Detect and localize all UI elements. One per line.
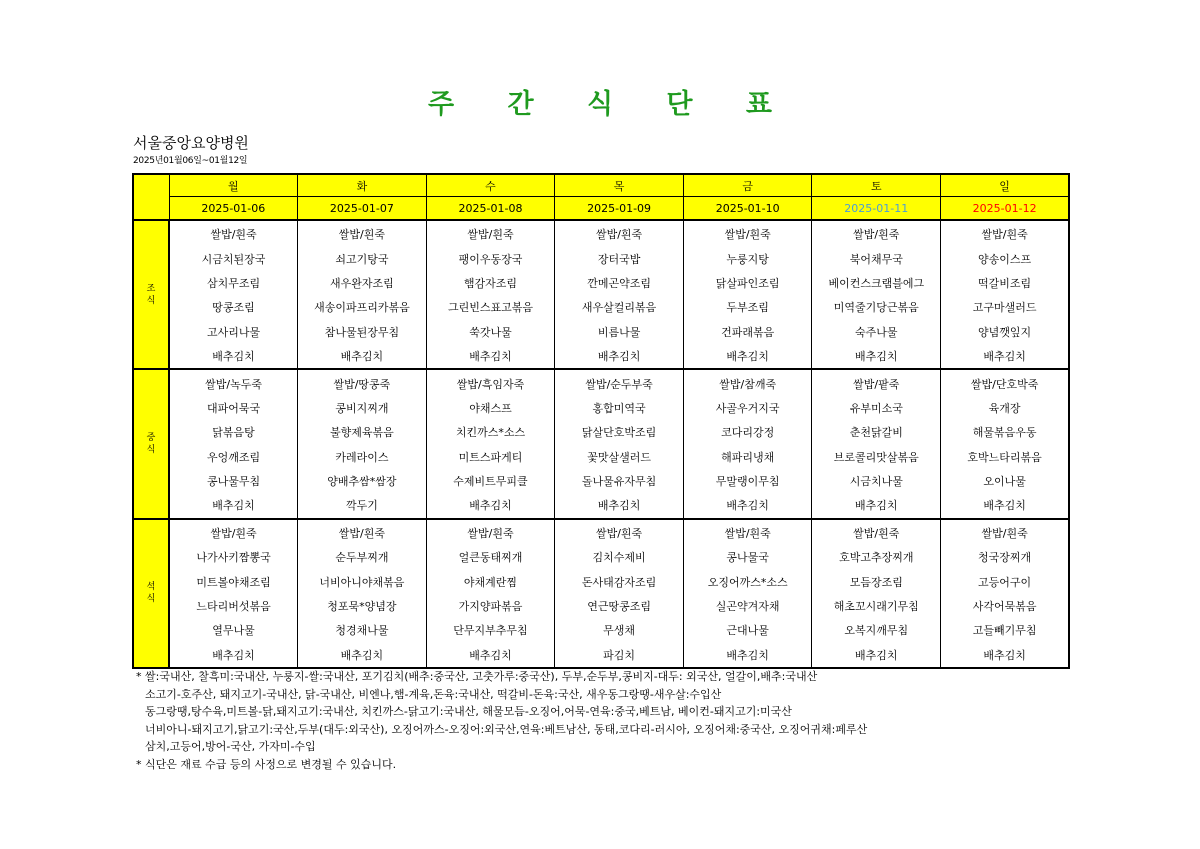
menu-item: 배추김치 xyxy=(298,344,427,369)
menu-item: 야채계란찜 xyxy=(426,569,555,593)
menu-item: 배추김치 xyxy=(298,643,427,668)
menu-item: 삼치무조림 xyxy=(169,271,298,295)
menu-item: 청경채나물 xyxy=(298,618,427,642)
menu-row xyxy=(133,569,1069,593)
menu-item: 배추김치 xyxy=(683,493,812,518)
menu-item: 춘천닭갈비 xyxy=(812,420,941,444)
date-wed: 2025-01-08 xyxy=(426,197,555,221)
menu-item: 쌀밥/흰죽 xyxy=(169,220,298,246)
menu-item: 육개장 xyxy=(941,396,1070,420)
menu-item: 호박느타리볶음 xyxy=(941,445,1070,469)
meal-label-char: 조 xyxy=(146,283,156,294)
menu-row xyxy=(133,493,1069,518)
menu-item: 숙주나물 xyxy=(812,320,941,344)
menu-item: 느타리버섯볶음 xyxy=(169,594,298,618)
menu-item: 돌나물유자무침 xyxy=(555,469,684,493)
menu-item: 닭볶음탕 xyxy=(169,420,298,444)
menu-item: 콩나물무침 xyxy=(169,469,298,493)
menu-item: 쌀밥/순두부죽 xyxy=(555,369,684,395)
menu-item: 김치수제비 xyxy=(555,545,684,569)
menu-item: 대파어묵국 xyxy=(169,396,298,420)
menu-item: 새우완자조림 xyxy=(298,271,427,295)
menu-item: 깐메곤약조림 xyxy=(555,271,684,295)
lunch-label xyxy=(133,369,169,518)
menu-item: 카레라이스 xyxy=(298,445,427,469)
menu-item: 쌀밥/흰죽 xyxy=(169,519,298,545)
menu-item: 배추김치 xyxy=(941,493,1070,518)
menu-item: 쌀밥/흰죽 xyxy=(683,220,812,246)
header-corner xyxy=(133,174,169,220)
menu-item: 배추김치 xyxy=(812,344,941,369)
date-header-row xyxy=(133,197,1069,221)
date-mon: 2025-01-06 xyxy=(169,197,298,221)
menu-item: 쑥갓나물 xyxy=(426,320,555,344)
menu-item: 청포묵*양념장 xyxy=(298,594,427,618)
menu-item: 얼큰동태찌개 xyxy=(426,545,555,569)
date-sun: 2025-01-12 xyxy=(941,197,1070,221)
menu-row xyxy=(133,320,1069,344)
menu-item: 닭살단호박조림 xyxy=(555,420,684,444)
day-tue: 화 xyxy=(298,174,427,197)
menu-item: 쌀밥/흰죽 xyxy=(426,519,555,545)
menu-item: 연근땅콩조림 xyxy=(555,594,684,618)
menu-item: 떡갈비조림 xyxy=(941,271,1070,295)
menu-row xyxy=(133,220,1069,246)
menu-item: 쌀밥/흰죽 xyxy=(555,220,684,246)
date-thu: 2025-01-09 xyxy=(555,197,684,221)
menu-item: 쌀밥/참깨죽 xyxy=(683,369,812,395)
change-notice: * 식단은 재료 수급 등의 사정으로 변경될 수 있습니다. xyxy=(136,757,397,771)
meal-label-char: 석 xyxy=(146,582,156,593)
meal-label-char: 중 xyxy=(146,433,156,444)
menu-item: 오복지깨무침 xyxy=(812,618,941,642)
menu-item: 두부조림 xyxy=(683,295,812,319)
menu-item: 호박고추장찌개 xyxy=(812,545,941,569)
note-line: 동그랑땡,탕수육,미트볼-닭,돼지고기:국내산, 치킨까스-닭고기:국내산, 해물모듬-오징어,어묵-연육:중국,베트남, 베이컨-돼지고기:미국산 xyxy=(145,705,792,718)
menu-item: 오이나물 xyxy=(941,469,1070,493)
menu-item: 쌀밥/흰죽 xyxy=(426,220,555,246)
menu-item: 쌀밥/흰죽 xyxy=(941,519,1070,545)
menu-item: 열무나물 xyxy=(169,618,298,642)
menu-item: 고들빼기무침 xyxy=(941,618,1070,642)
note-line: 삼치,고등어,방어-국산, 가자미-수입 xyxy=(145,740,316,753)
menu-item: 홍합미역국 xyxy=(555,396,684,420)
menu-item: 배추김치 xyxy=(169,493,298,518)
meal-label-char: 식 xyxy=(146,445,156,456)
origin-notes xyxy=(136,668,867,773)
menu-item: 쌀밥/녹두죽 xyxy=(169,369,298,395)
menu-item: 비름나물 xyxy=(555,320,684,344)
menu-item: 건파래볶음 xyxy=(683,320,812,344)
menu-item: 배추김치 xyxy=(426,643,555,668)
menu-item: 돈사태감자조림 xyxy=(555,569,684,593)
menu-item: 청국장찌개 xyxy=(941,545,1070,569)
menu-item: 그린빈스표고볶음 xyxy=(426,295,555,319)
menu-item: 팽이우동장국 xyxy=(426,246,555,270)
date-tue: 2025-01-07 xyxy=(298,197,427,221)
day-wed: 수 xyxy=(426,174,555,197)
menu-item: 꽃맛살샐러드 xyxy=(555,445,684,469)
menu-item: 배추김치 xyxy=(941,643,1070,668)
menu-row xyxy=(133,396,1069,420)
breakfast-label xyxy=(133,220,169,369)
menu-item: 유부미소국 xyxy=(812,396,941,420)
menu-item: 쌀밥/흰죽 xyxy=(298,519,427,545)
menu-item: 배추김치 xyxy=(426,493,555,518)
date-fri: 2025-01-10 xyxy=(683,197,812,221)
menu-row xyxy=(133,469,1069,493)
menu-row xyxy=(133,369,1069,395)
menu-item: 해파리냉채 xyxy=(683,445,812,469)
menu-item: 배추김치 xyxy=(555,344,684,369)
menu-item: 배추김치 xyxy=(169,344,298,369)
menu-item: 해초꼬시래기무침 xyxy=(812,594,941,618)
menu-row xyxy=(133,545,1069,569)
menu-item: 수제비트무피클 xyxy=(426,469,555,493)
menu-item: 단무지부추무침 xyxy=(426,618,555,642)
menu-item: 새송이파프리카볶음 xyxy=(298,295,427,319)
menu-item: 배추김치 xyxy=(812,643,941,668)
menu-item: 배추김치 xyxy=(169,643,298,668)
page-title: 주 간 식 단 표 xyxy=(427,89,794,120)
menu-item: 미트볼야채조림 xyxy=(169,569,298,593)
menu-item: 무말랭이무침 xyxy=(683,469,812,493)
menu-item: 우엉깨조림 xyxy=(169,445,298,469)
menu-item: 시금치된장국 xyxy=(169,246,298,270)
menu-item: 무생채 xyxy=(555,618,684,642)
day-sat: 토 xyxy=(812,174,941,197)
menu-item: 닭살파인조림 xyxy=(683,271,812,295)
menu-item: 나가사키짬뽕국 xyxy=(169,545,298,569)
day-thu: 목 xyxy=(555,174,684,197)
menu-row xyxy=(133,519,1069,545)
note-line: 너비아니-돼지고기,닭고기:국산,두부(대두:외국산), 오징어까스-오징어:외국산,연육:베트남산, 동태,코다리-러시아, 오징어채:중국산, 오징어귀채:페루산 xyxy=(145,722,868,736)
menu-item: 가지양파볶음 xyxy=(426,594,555,618)
menu-row xyxy=(133,420,1069,444)
menu-item: 배추김치 xyxy=(941,344,1070,369)
menu-row xyxy=(133,344,1069,369)
menu-item: 누룽지탕 xyxy=(683,246,812,270)
menu-item: 쌀밥/흰죽 xyxy=(812,519,941,545)
menu-item: 고등어구이 xyxy=(941,569,1070,593)
menu-item: 쌀밥/흰죽 xyxy=(941,220,1070,246)
menu-item: 치킨까스*소스 xyxy=(426,420,555,444)
menu-item: 배추김치 xyxy=(426,344,555,369)
menu-item: 사각어묵볶음 xyxy=(941,594,1070,618)
menu-item: 땅콩조림 xyxy=(169,295,298,319)
menu-item: 고사리나물 xyxy=(169,320,298,344)
menu-item: 시금치나물 xyxy=(812,469,941,493)
menu-row xyxy=(133,643,1069,668)
day-sun: 일 xyxy=(941,174,1070,197)
menu-item: 참나물된장무침 xyxy=(298,320,427,344)
menu-item: 콩비지찌개 xyxy=(298,396,427,420)
menu-row xyxy=(133,594,1069,618)
meal-label-char: 식 xyxy=(146,295,156,306)
menu-item: 쌀밥/흰죽 xyxy=(812,220,941,246)
dinner-label xyxy=(133,519,169,668)
menu-item: 파김치 xyxy=(555,643,684,668)
menu-item: 햄감자조림 xyxy=(426,271,555,295)
menu-item: 베이컨스크램블에그 xyxy=(812,271,941,295)
menu-item: 배추김치 xyxy=(683,643,812,668)
menu-item: 쇠고기탕국 xyxy=(298,246,427,270)
menu-row xyxy=(133,271,1069,295)
note-line: * 쌀:국내산, 찰흑미:국내산, 누룽지-쌀:국내산, 포기김치(배추:중국산, 고춧가루:중국산), 두부,순두부,콩비지-대두: 외국산, 얼갈이,배추:국내산 xyxy=(136,670,818,683)
menu-item: 브로콜리맛살볶음 xyxy=(812,445,941,469)
menu-item: 사골우거지국 xyxy=(683,396,812,420)
hospital-name: 서울중앙요양병원 xyxy=(133,134,249,152)
menu-item: 북어채무국 xyxy=(812,246,941,270)
menu-item: 장터국밥 xyxy=(555,246,684,270)
menu-item: 쌀밥/흰죽 xyxy=(683,519,812,545)
menu-row xyxy=(133,618,1069,642)
menu-item: 콩나물국 xyxy=(683,545,812,569)
menu-row xyxy=(133,445,1069,469)
day-mon: 월 xyxy=(169,174,298,197)
menu-item: 양송이스프 xyxy=(941,246,1070,270)
menu-item: 쌀밥/흑임자죽 xyxy=(426,369,555,395)
menu-item: 너비아니야채볶음 xyxy=(298,569,427,593)
menu-item: 쌀밥/단호박죽 xyxy=(941,369,1070,395)
menu-item: 미트스파게티 xyxy=(426,445,555,469)
menu-item: 해물볶음우동 xyxy=(941,420,1070,444)
menu-item: 쌀밥/흰죽 xyxy=(555,519,684,545)
menu-row xyxy=(133,246,1069,270)
menu-item: 쌀밥/흰죽 xyxy=(298,220,427,246)
menu-item: 쌀밥/팥죽 xyxy=(812,369,941,395)
note-line: 소고기-호주산, 돼지고기-국내산, 닭-국내산, 비엔나,햄-계육,돈육:국내산, 떡갈비-돈육:국산, 새우동그랑땡-새우살:수입산 xyxy=(145,687,722,701)
weekly-menu-table xyxy=(132,173,1070,669)
menu-item: 양념깻잎지 xyxy=(941,320,1070,344)
menu-item: 미역줄기당근볶음 xyxy=(812,295,941,319)
menu-item: 코다리강정 xyxy=(683,420,812,444)
date-sat: 2025-01-11 xyxy=(812,197,941,221)
menu-item: 쌀밥/땅콩죽 xyxy=(298,369,427,395)
menu-item: 모듬장조림 xyxy=(812,569,941,593)
menu-item: 순두부찌개 xyxy=(298,545,427,569)
menu-item: 배추김치 xyxy=(555,493,684,518)
menu-item: 오징어까스*소스 xyxy=(683,569,812,593)
menu-item: 근대나물 xyxy=(683,618,812,642)
menu-item: 불향제육볶음 xyxy=(298,420,427,444)
day-header-row xyxy=(133,174,1069,197)
menu-item: 배추김치 xyxy=(683,344,812,369)
menu-item: 양배추쌈*쌈장 xyxy=(298,469,427,493)
menu-item: 야채스프 xyxy=(426,396,555,420)
menu-item: 배추김치 xyxy=(812,493,941,518)
menu-item: 깍두기 xyxy=(298,493,427,518)
menu-item: 실곤약겨자채 xyxy=(683,594,812,618)
menu-item: 새우살컬리볶음 xyxy=(555,295,684,319)
menu-row xyxy=(133,295,1069,319)
meal-label-char: 식 xyxy=(146,594,156,605)
menu-item: 고구마샐러드 xyxy=(941,295,1070,319)
menu-period: 2025년01월06일~01월12일 xyxy=(133,156,248,166)
day-fri: 금 xyxy=(683,174,812,197)
